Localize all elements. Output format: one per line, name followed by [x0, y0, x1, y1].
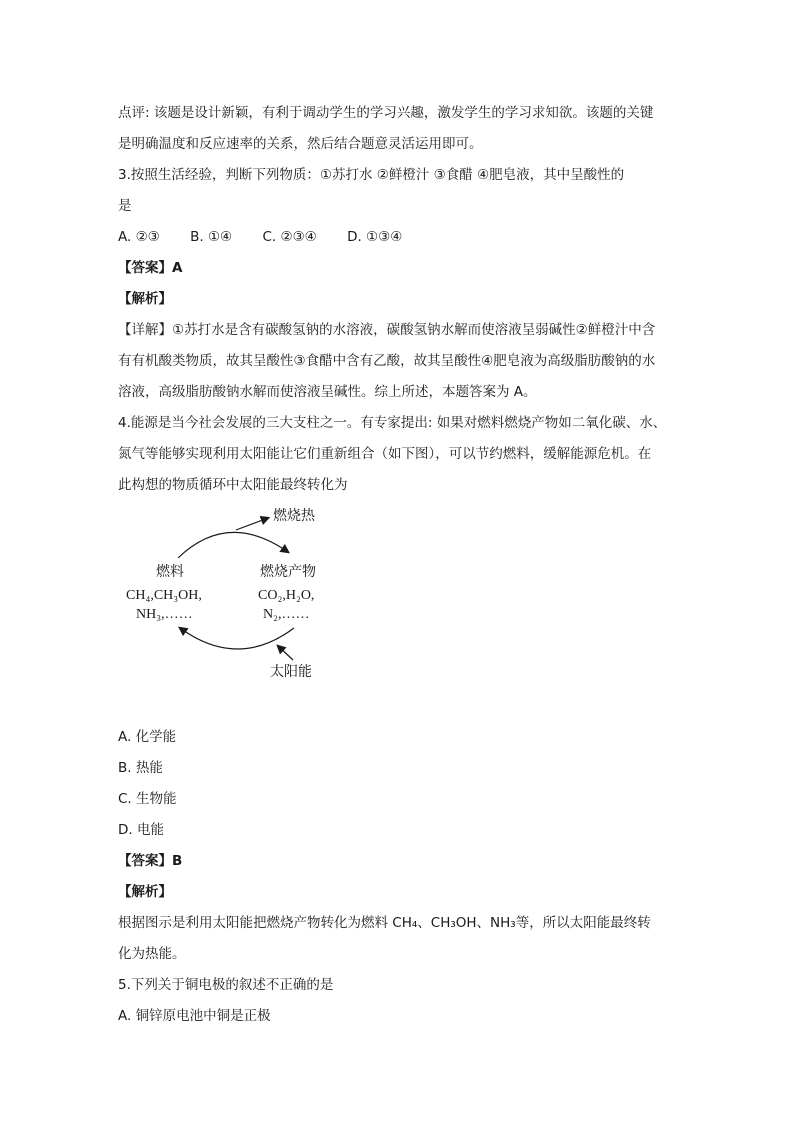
q4-option-d: D. 电能 [118, 822, 164, 838]
review-line-2: 是明确温度和反应速率的关系，然后结合题意灵活运用即可。 [118, 136, 483, 152]
product-title: 燃烧产物 [260, 565, 316, 580]
q4-option-b: B. 热能 [118, 760, 163, 776]
regeneration-arrow [180, 628, 294, 649]
heat-label: 燃烧热 [273, 509, 315, 524]
q4-answer: 【答案】B [118, 853, 183, 869]
fuel-formula-2: NH₃,…… [136, 607, 193, 622]
q3-detail-line-2: 有有机酸类物质，故其呈酸性③食醋中含有乙酸，故其呈酸性④肥皂液为高级脂肪酸钠的水 [118, 353, 656, 369]
fuel-formula-1: CH₄,CH₃OH, [126, 588, 202, 603]
q4-stem-line-3: 此构想的物质循环中太阳能最终转化为 [118, 477, 348, 493]
q5-option-a: A. 铜锌原电池中铜是正极 [118, 1008, 271, 1024]
q3-answer: 【答案】A [118, 260, 183, 276]
q4-analysis-line-1: 根据图示是利用太阳能把燃烧产物转化为燃料 CH₄、CH₃OH、NH₃等，所以太阳能最终转 [118, 915, 651, 931]
review-line-1: 点评: 该题是设计新颖，有利于调动学生的学习兴趣，激发学生的学习求知欲。该题的关键 [118, 105, 654, 121]
product-formula-2: N₂,…… [263, 607, 310, 622]
fuel-title: 燃料 [156, 565, 184, 580]
q5-stem: 5.下列关于铜电极的叙述不正确的是 [118, 977, 334, 993]
solar-label: 太阳能 [270, 665, 312, 680]
q4-analysis-line-2: 化为热能。 [118, 946, 186, 962]
q4-analysis-label: 【解析】 [118, 884, 172, 900]
product-formula-1: CO₂,H₂O, [258, 588, 315, 603]
q3-option-d: D. ①③④ [347, 229, 403, 245]
q4-option-c: C. 生物能 [118, 791, 177, 807]
energy-cycle-diagram [118, 500, 358, 690]
q3-option-a: A. ②③ [118, 229, 160, 245]
q4-option-a: A. 化学能 [118, 729, 177, 745]
q4-stem-line-2: 氮气等能够实现利用太阳能让它们重新组合（如下图），可以节约燃料，缓解能源危机。在 [118, 446, 652, 462]
solar-input-arrow [278, 646, 293, 660]
heat-release-arrow [178, 532, 288, 558]
q3-options [118, 228, 428, 246]
heat-branch-arrow [236, 518, 268, 530]
q3-option-b: B. ①④ [190, 229, 233, 245]
q3-stem-line-1: 3.按照生活经验，判断下列物质：①苏打水 ②鲜橙汁 ③食醋 ④肥皂液，其中呈酸性的 [118, 167, 625, 183]
q3-detail-line-1: 【详解】①苏打水是含有碳酸氢钠的水溶液，碳酸氢钠水解而使溶液呈弱碱性②鲜橙汁中含 [118, 322, 656, 338]
q4-stem-line-1: 4.能源是当今社会发展的三大支柱之一。有专家提出: 如果对燃料燃烧产物如二氧化碳、水、 [118, 415, 667, 431]
q3-option-c: C. ②③④ [262, 229, 317, 245]
q3-detail-line-3: 溶液，高级脂肪酸钠水解而使溶液呈碱性。综上所述，本题答案为 A。 [118, 384, 537, 400]
q3-stem-line-2: 是 [118, 198, 132, 214]
q3-analysis-label: 【解析】 [118, 291, 172, 307]
